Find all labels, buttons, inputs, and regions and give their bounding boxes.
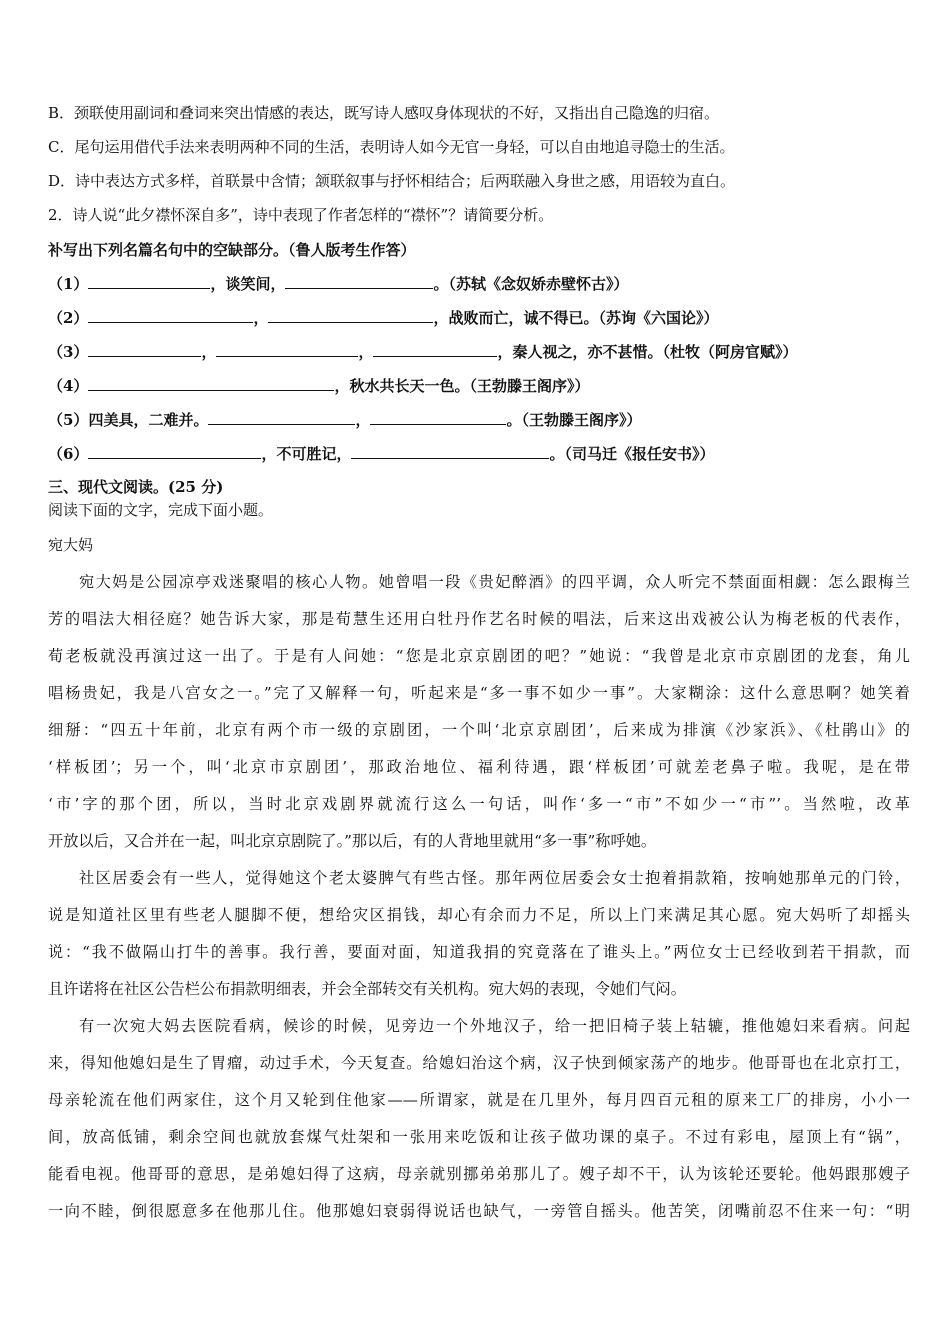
answer-blank[interactable] xyxy=(88,341,201,357)
item-number: （1） xyxy=(48,275,89,293)
item-text: ，谈笑间， xyxy=(210,275,286,293)
item-number: （4） xyxy=(48,377,89,395)
option-d: D．诗中表达方式多样，首联景中含情；颔联叙事与抒怀相结合；后两联融入身世之感，用语较为直白。 xyxy=(48,172,736,190)
item-text: 。（苏轼《念奴娇赤壁怀古》） xyxy=(433,275,629,293)
text-line: 细掰：“四五十年前，北京有两个市一级的京剧团，一个叫‘北京京剧团’，后来成为排演《沙家浜》、《杜鹃山》的 xyxy=(48,721,910,739)
text-line: 开放以后，又合并在一起，叫北京京剧院了。”那以后，有的人背地里就用“多一事”称呼她。 xyxy=(48,832,657,850)
text-line: ‘样板团’；另一个，叫‘北京市京剧团’，那政治地位、福利待遇，跟‘样板团’可就差老鼻子啦。我呢，是在带 xyxy=(48,758,910,776)
answer-blank[interactable] xyxy=(88,443,261,459)
reading-instruction: 阅读下面的文字，完成下面小题。 xyxy=(48,501,274,519)
text-line: ‘市’字的那个团，所以，当时北京戏剧界就流行这么一句话，叫作‘多一“市”不如少一“市”’。当然啦，改革 xyxy=(48,795,910,813)
item-text: ， xyxy=(201,343,217,361)
answer-blank[interactable] xyxy=(268,307,433,323)
text-line: 且许诺将在社区公告栏公布捐款明细表，并会全部转交有关机构。宛大妈的表现，令她们气闷。 xyxy=(48,980,686,998)
article-paragraph-2 xyxy=(48,860,910,1008)
fill-item-1 xyxy=(48,273,910,294)
text-line: 芳的唱法大相径庭？她告诉大家，那是荀慧生还用白牡丹作艺名时候的唱法，后来这出戏被公认为梅老板的代表作， xyxy=(48,610,910,628)
text-line: 宛大妈是公园凉亭戏迷聚唱的核心人物。她曾唱一段《贵妃醉酒》的四平调，众人听完不禁面面相觑：怎么跟梅兰 xyxy=(79,573,910,591)
item-number: （2） xyxy=(48,309,89,327)
article-title: 宛大妈 xyxy=(48,536,94,554)
option-c: C．尾句运用借代手法来表明两种不同的生活，表明诗人如今无官一身轻，可以自由地追寻隐士的生活。 xyxy=(48,138,735,156)
fill-section-title: 补写出下列名篇名句中的空缺部分。（鲁人版考生作答） xyxy=(48,241,416,259)
item-text: ，秦人视之，亦不甚惜。（杜牧（阿房官赋》） xyxy=(497,343,798,361)
fill-item-3 xyxy=(48,341,910,362)
item-text: ， xyxy=(355,411,371,429)
text-line: 荀老板就没再演过这一出了。于是有人问她：“您是北京京剧团的吧？”她说：“我曾是北京市京剧团的龙套，角儿 xyxy=(48,647,910,665)
fill-item-6 xyxy=(48,443,910,464)
answer-blank[interactable] xyxy=(216,341,358,357)
item-text: ， xyxy=(358,343,374,361)
item-text: 。（司马迁《报任安书》） xyxy=(549,445,715,463)
text-line: 说是知道社区里有些老人腿脚不便，想给灾区捐钱，却心有余而力不足，所以上门来满足其心愿。宛大妈听了却摇头 xyxy=(48,906,910,924)
fill-item-4 xyxy=(48,375,910,396)
answer-blank[interactable] xyxy=(373,341,497,357)
text-line: 唱杨贵妃，我是八宫女之一。”完了又解释一句，听起来是“多一事不如少一事”。大家糊涂：这什么意思啊？她笑着 xyxy=(48,684,910,702)
text-line: 有一次宛大妈去医院看病，候诊的时候，见旁边一个外地汉子，给一把旧椅子装上轱辘，推他媳妇来看病。问起 xyxy=(79,1017,910,1035)
answer-blank[interactable] xyxy=(88,307,253,323)
item-text: ，战败而亡，诚不得已。（苏询《六国论》） xyxy=(433,309,719,327)
option-b: B．颈联使用副词和叠词来突出情感的表达，既写诗人感叹身体现状的不好，又指出自己隐逸的归宿。 xyxy=(48,104,720,122)
fill-item-2 xyxy=(48,307,910,328)
item-text: 。（王勃滕王阁序》） xyxy=(506,411,642,429)
text-line: 来，得知他媳妇是生了胃瘤，动过手术，今天复查。给媳妇治这个病，汉子快到倾家荡产的地步。他哥哥也在北京打工， xyxy=(48,1054,910,1072)
article-paragraph-3 xyxy=(48,1008,910,1230)
text-line: 社区居委会有一些人，觉得她这个老太婆脾气有些古怪。那年两位居委会女士抱着捐款箱，按响她那单元的门铃， xyxy=(79,869,910,887)
answer-blank[interactable] xyxy=(351,443,549,459)
item-text: ，秋水共长天一色。（王勃滕王阁序》） xyxy=(334,377,590,395)
item-number: （5） xyxy=(48,411,89,429)
text-line: 间，放高低铺，剩余空间也就放套煤气灶架和一张用来吃饭和让孩子做功课的桌子。不过有彩电，屋顶上有“锅”， xyxy=(48,1128,910,1146)
answer-blank[interactable] xyxy=(88,273,210,289)
item-text: ， xyxy=(253,309,269,327)
item-number: （6） xyxy=(48,445,89,463)
text-line: 一向不睦，倒很愿意多在他那儿住。他那媳妇衰弱得说话也缺气，一旁管自摇头。他苦笑，闭嘴前忍不住来一句：“明 xyxy=(48,1202,910,1220)
answer-blank[interactable] xyxy=(285,273,433,289)
section-3-title: 三、现代文阅读。(25 分) xyxy=(48,478,224,496)
question-2: 2．诗人说“此夕襟怀深自多”，诗中表现了作者怎样的“襟怀”？请简要分析。 xyxy=(48,206,554,224)
text-line: 能看电视。他哥哥的意思，是弟媳妇得了这病，母亲就别挪弟弟那儿了。嫂子却不干，认为该轮还要轮。他妈跟那嫂子 xyxy=(48,1165,910,1183)
answer-blank[interactable] xyxy=(370,409,506,425)
item-number: （3） xyxy=(48,343,89,361)
item-lead: 四美具，二难并。 xyxy=(88,411,209,429)
article-paragraph-1 xyxy=(48,564,910,860)
fill-item-5 xyxy=(48,409,910,430)
answer-blank[interactable] xyxy=(88,375,334,391)
item-text: ，不可胜记， xyxy=(261,445,352,463)
text-line: 说：“我不做隔山打牛的善事。我行善，要面对面，知道我捐的究竟落在了谁头上。”两位女士已经收到若干捐款，而 xyxy=(48,943,910,961)
answer-blank[interactable] xyxy=(208,409,355,425)
text-line: 母亲轮流在他们两家住，这个月又轮到住他家——所谓家，就是在几里外，每月四百元租的原来工厂的排房，小小一 xyxy=(48,1091,910,1109)
